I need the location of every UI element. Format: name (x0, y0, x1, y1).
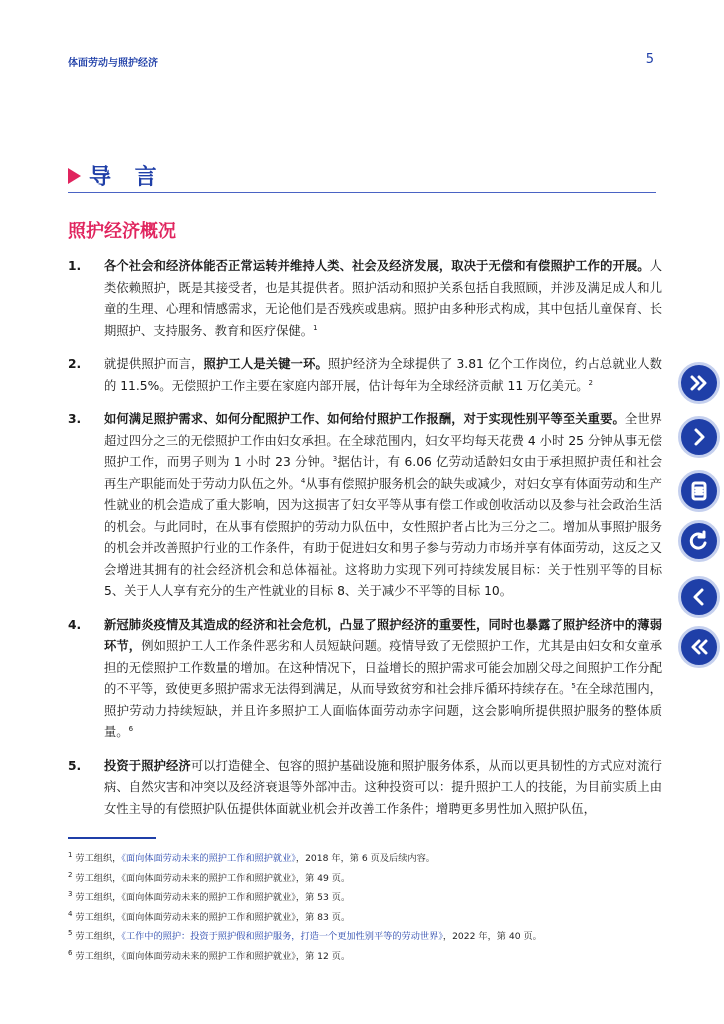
paragraph-body (104, 354, 674, 397)
paragraph-number: 5. (68, 758, 82, 773)
footnote-link[interactable]: 《工作中的照护：投资于照护假和照护服务，打造一个更加性别平等的劳动世界》 (121, 931, 443, 942)
footnote-text: 劳工组织， (72, 911, 122, 923)
double-chevron-right-icon (687, 371, 711, 395)
footnote-text: 劳工组织， (72, 853, 122, 864)
footnote-mark: 6 (68, 948, 73, 957)
footnote-reference[interactable]: 4 (300, 476, 306, 485)
paragraph-body (104, 756, 674, 821)
nav-next-page-button[interactable] (678, 416, 720, 458)
footnote-reference[interactable]: 1 (313, 323, 318, 332)
footnote-mark: 2 (68, 870, 73, 879)
body-text: 从事有偿照护服务机会的缺失或减少，对妇女享有体面劳动和生产性就业的机会造成了重大影响，因为这损害了妇女平等从事有偿工作或创收活动以及参与社会政治生活的机会。与此同时，在从事有偿照护的劳动力队伍中，女性照护者占比为三分之二。增加从事照护服务的机会并改善照护行业的工作条件，有助于促进妇女和男子参与劳动力市场并享有体面劳动，这反之又会增进其拥有的社会经济机会和总体福祉。这将助力实现下列可持续发展目标：关于性别平等的目标 5、关于人人享有充分的生产性就业的目标 8、关于减少不平等的目标 10。 (104, 476, 662, 598)
nav-first-page-button[interactable] (678, 362, 720, 404)
nav-back-button[interactable] (678, 520, 720, 562)
page-number: 5 (645, 52, 654, 67)
triangle-arrow-icon (68, 168, 81, 184)
menu-list-icon (687, 479, 711, 503)
footnote-reference[interactable]: 5 (571, 681, 576, 690)
paragraph-body (104, 615, 674, 744)
footnote-list (68, 849, 668, 966)
footnote-6 (68, 947, 668, 967)
paragraph-2 (68, 354, 674, 397)
footnote-divider (68, 837, 156, 839)
paragraph-body (104, 256, 674, 342)
footnote-text: ，2022 年，第 40 页。 (442, 931, 542, 942)
bold-text: 新冠肺炎疫情及其造成的经济和社会危机，凸显了照护经济的重要性，同时也暴露了照护经济中的薄弱环节， (104, 617, 662, 653)
paragraph-5 (68, 756, 674, 821)
footnote-text: ，2018 年，第 6 页及后续内容。 (295, 853, 435, 864)
footnote-text: 《面向体面劳动未来的照护工作和照护就业》，第 49 页。 (121, 872, 351, 884)
footnote-mark: 4 (68, 909, 73, 918)
footnote-5 (68, 927, 668, 947)
return-icon (687, 529, 711, 553)
bold-text: 照护工人是关键一环。 (203, 357, 328, 371)
footnote-1 (68, 849, 668, 869)
footnote-reference[interactable]: 2 (588, 378, 594, 387)
title-divider (68, 192, 656, 193)
paragraph-4 (68, 615, 674, 744)
bold-text: 投资于照护经济 (104, 758, 191, 773)
body-text: 在全球范围内，照护劳动力持续短缺，并且许多照护工人面临体面劳动赤字问题，这会影响所提供照护服务的整体质量。 (104, 682, 662, 739)
footnote-text: 《面向体面劳动未来的照护工作和照护就业》，第 53 页。 (121, 892, 351, 903)
footnote-text: 劳工组织， (72, 931, 122, 942)
footnote-reference[interactable]: 3 (332, 454, 338, 463)
chevron-left-icon (687, 585, 711, 609)
paragraph-number: 1. (68, 259, 82, 273)
body-text: 据估计，有 6.06 亿劳动适龄妇女由于承担照护责任和社会再生产职能而处于劳动力队伍之外。 (104, 455, 662, 491)
paragraph-number: 4. (68, 617, 82, 632)
section-subtitle: 照护经济概况 (68, 221, 176, 242)
nav-previous-page-button[interactable] (678, 576, 720, 618)
footnote-mark: 3 (68, 889, 73, 898)
footnote-text: 《面向体面劳动未来的照护工作和照护就业》，第 12 页。 (121, 950, 351, 962)
body-text: 人类依赖照护，既是其接受者，也是其提供者。照护活动和照护关系包括自我照顾，并涉及满足成人和儿童的生理、心理和情感需求，无论他们是否残疾或患病。照护由多种形式构成，其中包括儿童保育、长期照护、支持服务、教育和医疗保健。 (104, 259, 662, 338)
footnote-text: 劳工组织， (72, 950, 122, 962)
footnote-mark: 1 (68, 850, 73, 859)
running-header-title: 体面劳动与照护经济 (68, 58, 158, 69)
footnote-3 (68, 888, 668, 908)
nav-contents-button[interactable] (678, 470, 720, 512)
body-text: 全世界超过四分之三的无偿照护工作由妇女承担。在全球范围内，妇女平均每天花费 4 小时 25 分钟从事无偿照护工作，而男子则为 1 小时 23 分钟。 (104, 412, 662, 469)
footnote-4 (68, 908, 668, 928)
footnote-mark: 5 (68, 928, 73, 937)
paragraph-3 (68, 409, 674, 603)
section-title: 导 言 (89, 165, 165, 190)
bold-text: 如何满足照护需求、如何分配照护工作、如何给付照护工作报酬，对于实现性别平等至关重要。 (104, 412, 625, 426)
paragraph-1 (68, 256, 674, 342)
bold-text: 各个社会和经济体能否正常运转并维持人类、社会及经济发展，取决于无偿和有偿照护工作的开展。 (104, 259, 650, 273)
footnote-link[interactable]: 《面向体面劳动未来的照护工作和照护就业》 (121, 853, 296, 864)
body-text: 可以打造健全、包容的照护基础设施和照护服务体系，从而以更具韧性的方式应对流行病、自然灾害和冲突以及经济衰退等外部冲击。这种投资可以：提升照护工人的技能，为目前实质上由女性主导的有偿照护队伍提供体面就业机会并改善工作条件；增聘更多男性加入照护队伍， (104, 758, 662, 816)
footnote-reference[interactable]: 6 (128, 724, 134, 733)
paragraph-body (104, 409, 674, 603)
footnote-2 (68, 869, 668, 889)
body-text: 照护经济为全球提供了 3.81 亿个工作岗位，约占总就业人数的 11.5%。无偿照护工作主要在家庭内部开展，估计每年为全球经济贡献 11 万亿美元。 (104, 357, 662, 393)
paragraph-list (68, 256, 674, 832)
paragraph-number: 3. (68, 412, 82, 426)
body-text: 例如照护工人工作条件恶劣和人员短缺问题。疫情导致了无偿照护工作，尤其是由妇女和女童承担的无偿照护工作数量的增加。在这种情况下，日益增长的照护需求可能会加剧父母之间照护工作分配的不平等，致使更多照护需求无法得到满足，从而导致贫穷和社会排斥循环持续存在。 (104, 639, 662, 696)
nav-last-page-button[interactable] (678, 626, 720, 668)
footnote-text: 《面向体面劳动未来的照护工作和照护就业》，第 83 页。 (121, 911, 351, 923)
paragraph-number: 2. (68, 357, 82, 371)
body-text: 就提供照护而言， (104, 357, 204, 371)
footnote-text: 劳工组织， (72, 892, 122, 903)
footnote-text: 劳工组织， (72, 872, 122, 884)
double-chevron-left-icon (687, 635, 711, 659)
chevron-right-icon (687, 425, 711, 449)
section-heading (68, 160, 165, 191)
